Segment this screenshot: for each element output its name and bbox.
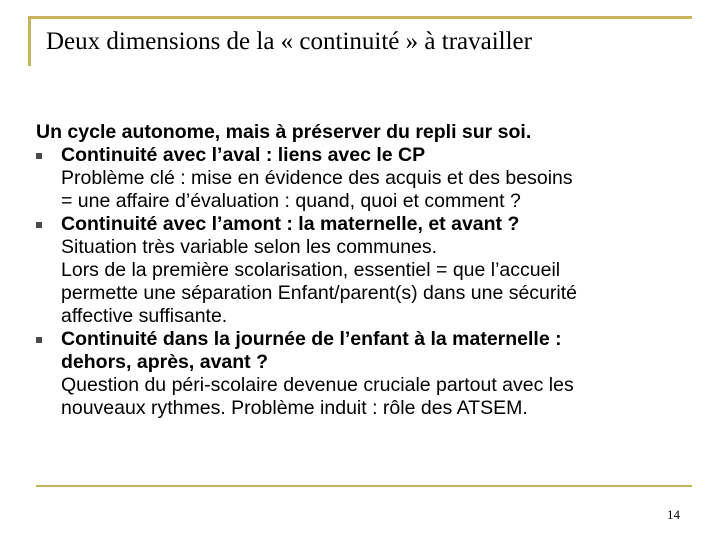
title-frame-left-rule: [28, 16, 31, 66]
intro-line: Un cycle autonome, mais à préserver du repli sur soi.: [36, 121, 532, 143]
bullet-3-text-line: nouveaux rythmes. Problème induit : rôle des ATSEM.: [61, 397, 528, 419]
square-bullet-icon: [36, 222, 42, 228]
bullet-item-1: [36, 144, 706, 213]
bullet-2-text-line: Lors de la première scolarisation, essentiel = que l’accueil: [61, 259, 561, 281]
bullet-2-heading: Continuité avec l’amont : la maternelle, et avant ?: [61, 213, 520, 235]
page-number: 14: [667, 507, 680, 522]
title-frame-top-rule: [28, 16, 692, 19]
bullet-3-heading: Continuité dans la journée de l’enfant à la maternelle :: [61, 328, 562, 350]
bullet-2-text-line: Situation très variable selon les communes.: [61, 236, 438, 258]
footer-rule: [36, 485, 692, 487]
bullet-item-2: [36, 213, 706, 328]
bullet-3-heading: dehors, après, avant ?: [61, 351, 268, 373]
slide-content: [36, 121, 706, 420]
bullet-item-3: [36, 328, 706, 420]
slide-title: Deux dimensions de la « continuité » à travailler: [46, 28, 532, 55]
bullet-2-text-line: permette une séparation Enfant/parent(s) dans une sécurité: [61, 282, 577, 304]
bullet-1-heading: Continuité avec l’aval : liens avec le CP: [61, 144, 426, 166]
square-bullet-icon: [36, 153, 42, 159]
bullet-2-text-line: affective suffisante.: [61, 305, 228, 327]
bullet-1-text-line: = une affaire d’évaluation : quand, quoi et comment ?: [61, 190, 521, 212]
bullet-3-text-line: Question du péri-scolaire devenue cruciale partout avec les: [61, 374, 574, 396]
square-bullet-icon: [36, 337, 42, 343]
bullet-1-text-line: Problème clé : mise en évidence des acquis et des besoins: [61, 167, 573, 189]
